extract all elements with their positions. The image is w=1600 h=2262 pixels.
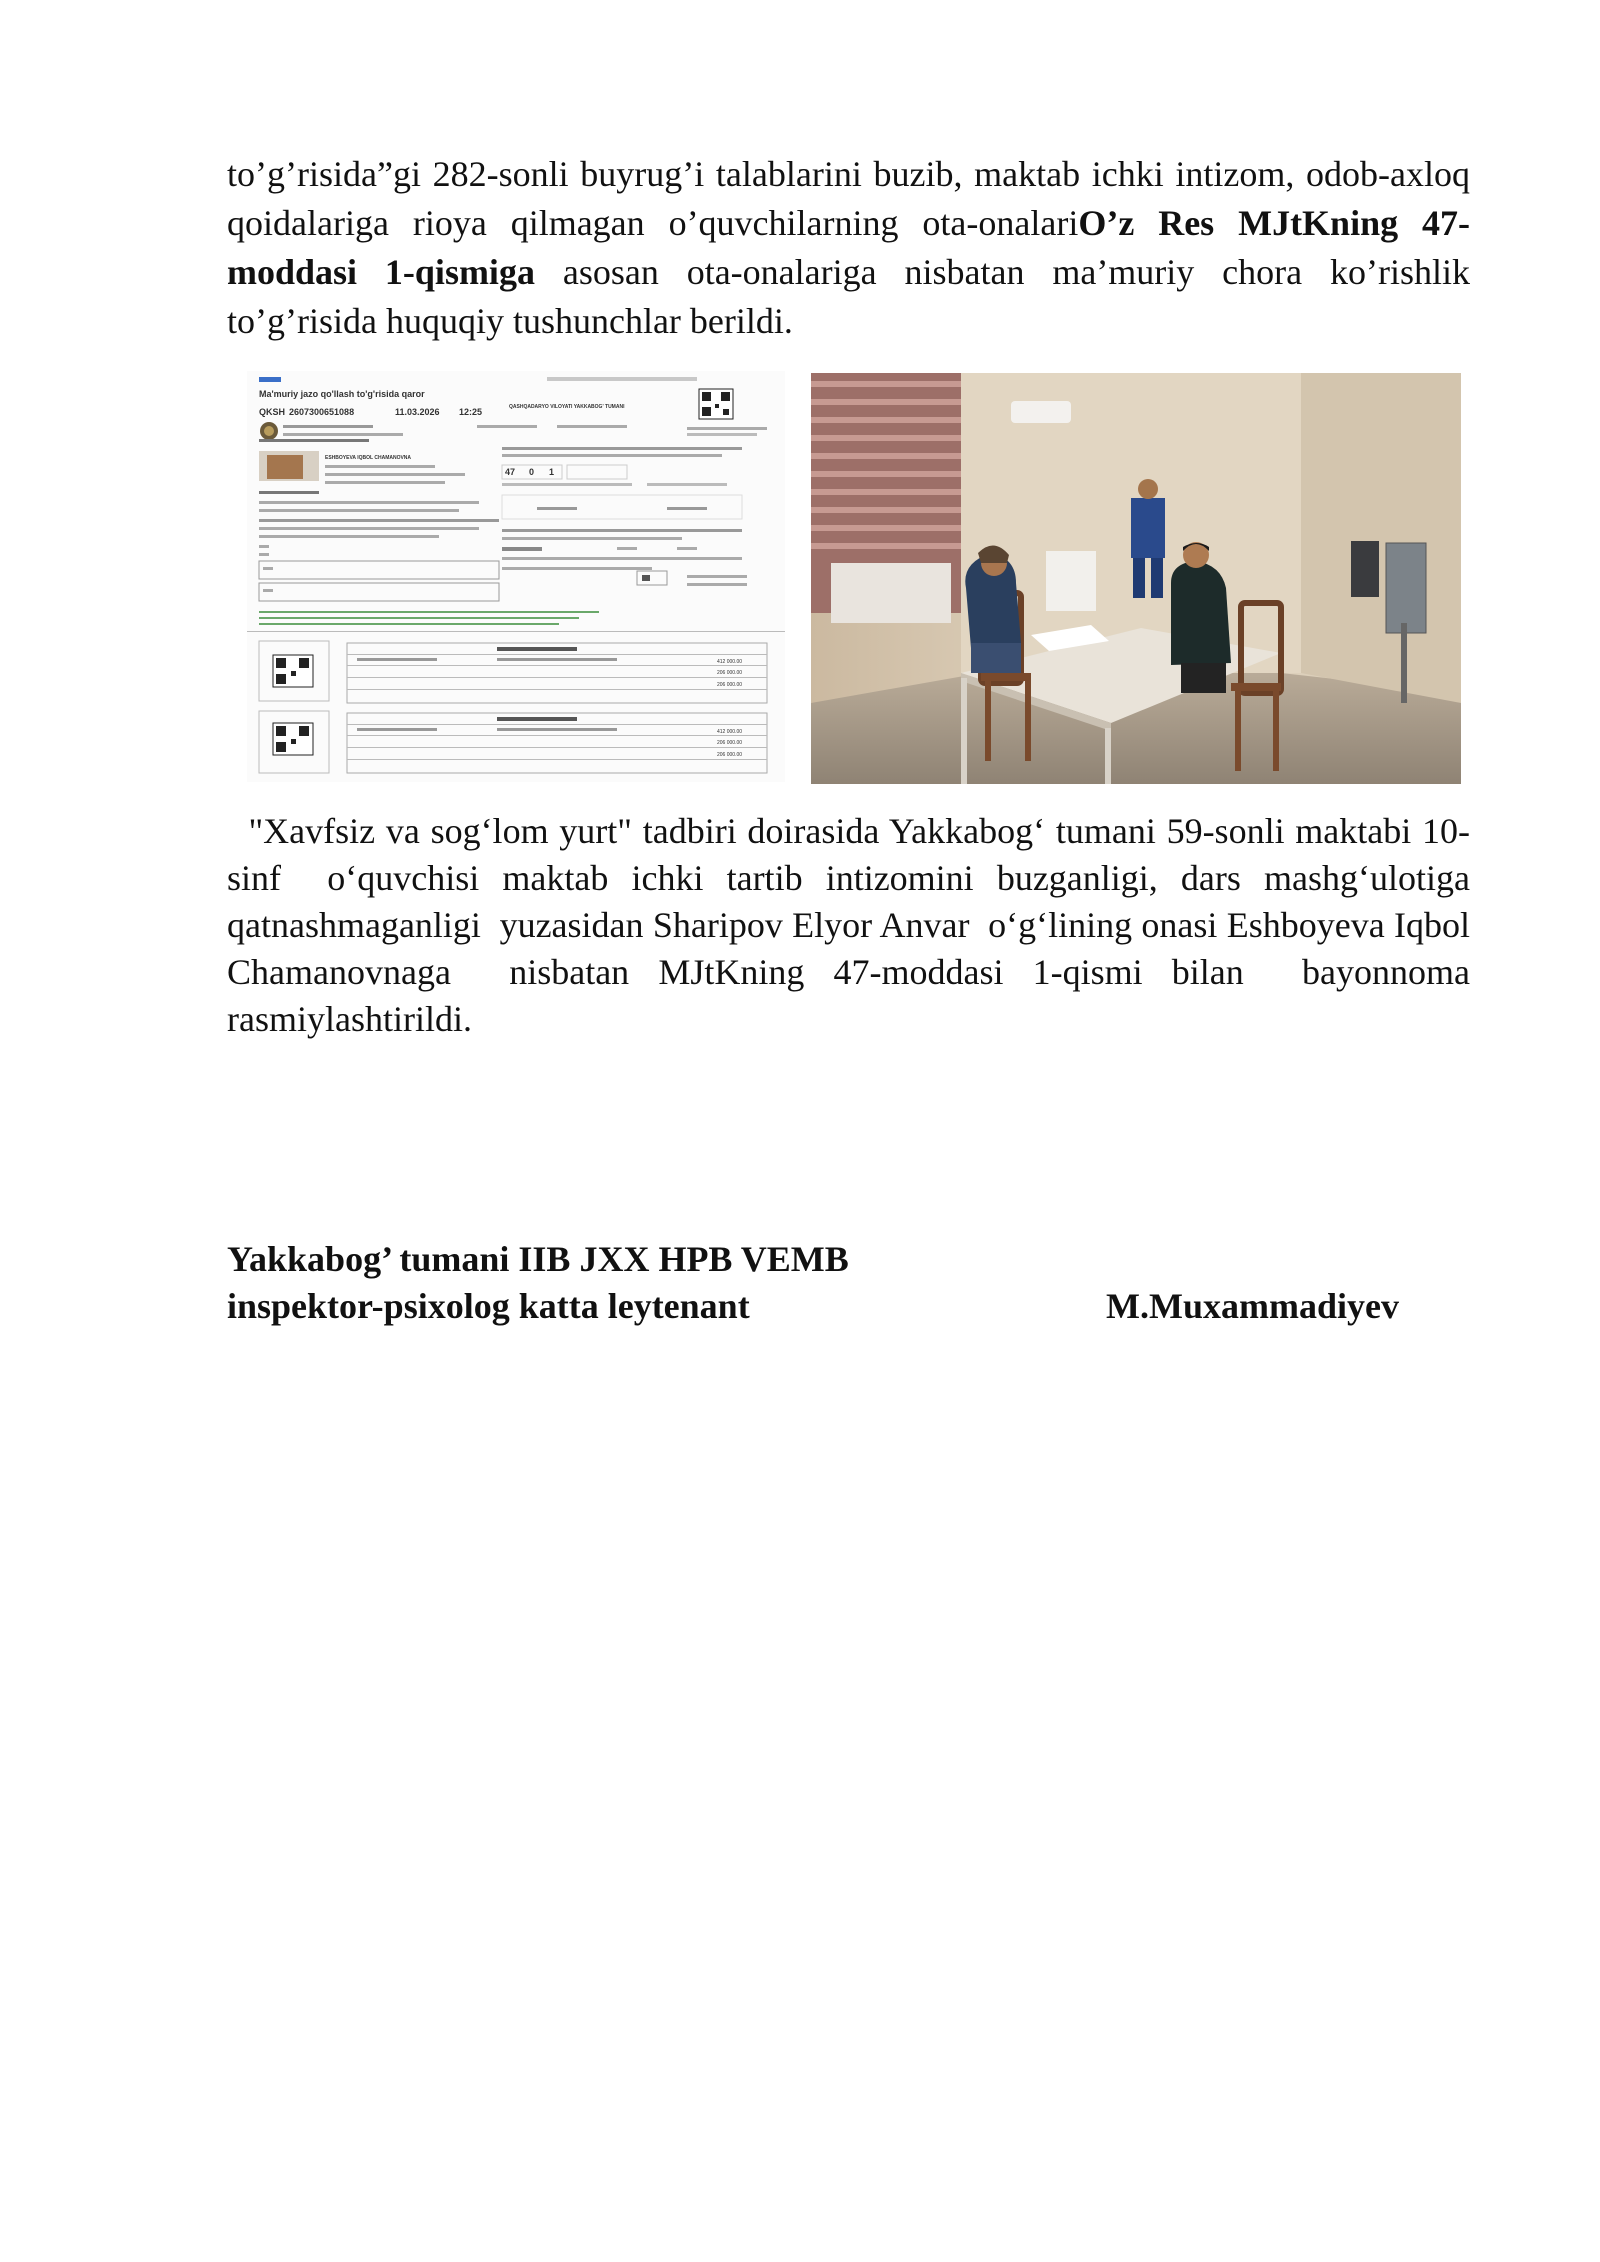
decision-document-image [247, 371, 785, 782]
doc-time: 12:25 [459, 407, 483, 417]
qr-code-icon [699, 389, 733, 419]
doc-title: Ma'muriy jazo qo'llash to'g'risida qaror [259, 389, 425, 399]
meeting-room-photo [811, 373, 1461, 784]
paragraph-intro-text-a: to’g’risida”gi 282-sonli buyrug’i talablarini buzib, maktab ichki intizom, odob-axloq qoidalariga rioya qilmagan o’quvchilarning ota-onalari [227, 154, 1470, 243]
doc-amount-1: 412 000.00 [717, 659, 743, 665]
doc-number-label: QKSH [259, 407, 286, 417]
doc-amount-6: 206 000.00 [717, 752, 743, 758]
doc-date: 11.03.2026 [395, 407, 440, 417]
paragraph-intro-bold-law: O’z Res MJtKning 47-moddasi 1-qismiga [227, 203, 1470, 292]
signature-name: M.Muxammadiyev [1106, 1286, 1399, 1326]
paragraph-event: "Xavfsiz va sog‘lom yurt" tadbiri doirasida Yakkabog‘ tumani 59-sonli maktabi 10-sinf o‘quvchisi maktab ichki tartib intizomini buzganligi, dars mashg‘ulotiga qatnashmaganligi yuzasidan Sharipov Elyor Anvar o‘g‘lining onasi Eshboyeva Iqbol Chamanovnaga nisbatan MJtKning 47-moddasi 1-qismi bilan bayonnoma rasmiylashtirildi. [227, 811, 1479, 1039]
doc-number: 2607300651088 [289, 407, 355, 417]
paragraph-intro-text-b: asosan ota-onalariga nisbatan ma’muriy chora ko’rishlik to’g’risida huquqiy tushunchlar berildi. [227, 252, 1470, 341]
doc-region: QASHQADARYO VILOYATI YAKKABOG' TUMANI [509, 404, 625, 410]
doc-person-name: ESHBOYEVA IQBOL CHAMANOVNA [325, 455, 412, 461]
doc-amount-2: 206 000.00 [717, 670, 743, 676]
doc-amount-3: 206 000.00 [717, 682, 743, 688]
doc-amount-4: 412 000.00 [717, 729, 743, 735]
doc-part-b: 1 [549, 467, 555, 477]
signature-department: Yakkabog’ tumani IIB JXX HPB VEMB [227, 1239, 849, 1279]
qr-code-icon [273, 655, 313, 687]
doc-part-a: 0 [529, 467, 535, 477]
photo-icon [811, 373, 1461, 784]
paragraph-intro [227, 150, 1470, 346]
qr-code-icon [273, 723, 313, 755]
doc-amount-5: 206 000.00 [717, 740, 743, 746]
doc-article-number: 47 [505, 467, 516, 477]
signature-position: inspektor-psixolog katta leytenant [227, 1286, 750, 1326]
